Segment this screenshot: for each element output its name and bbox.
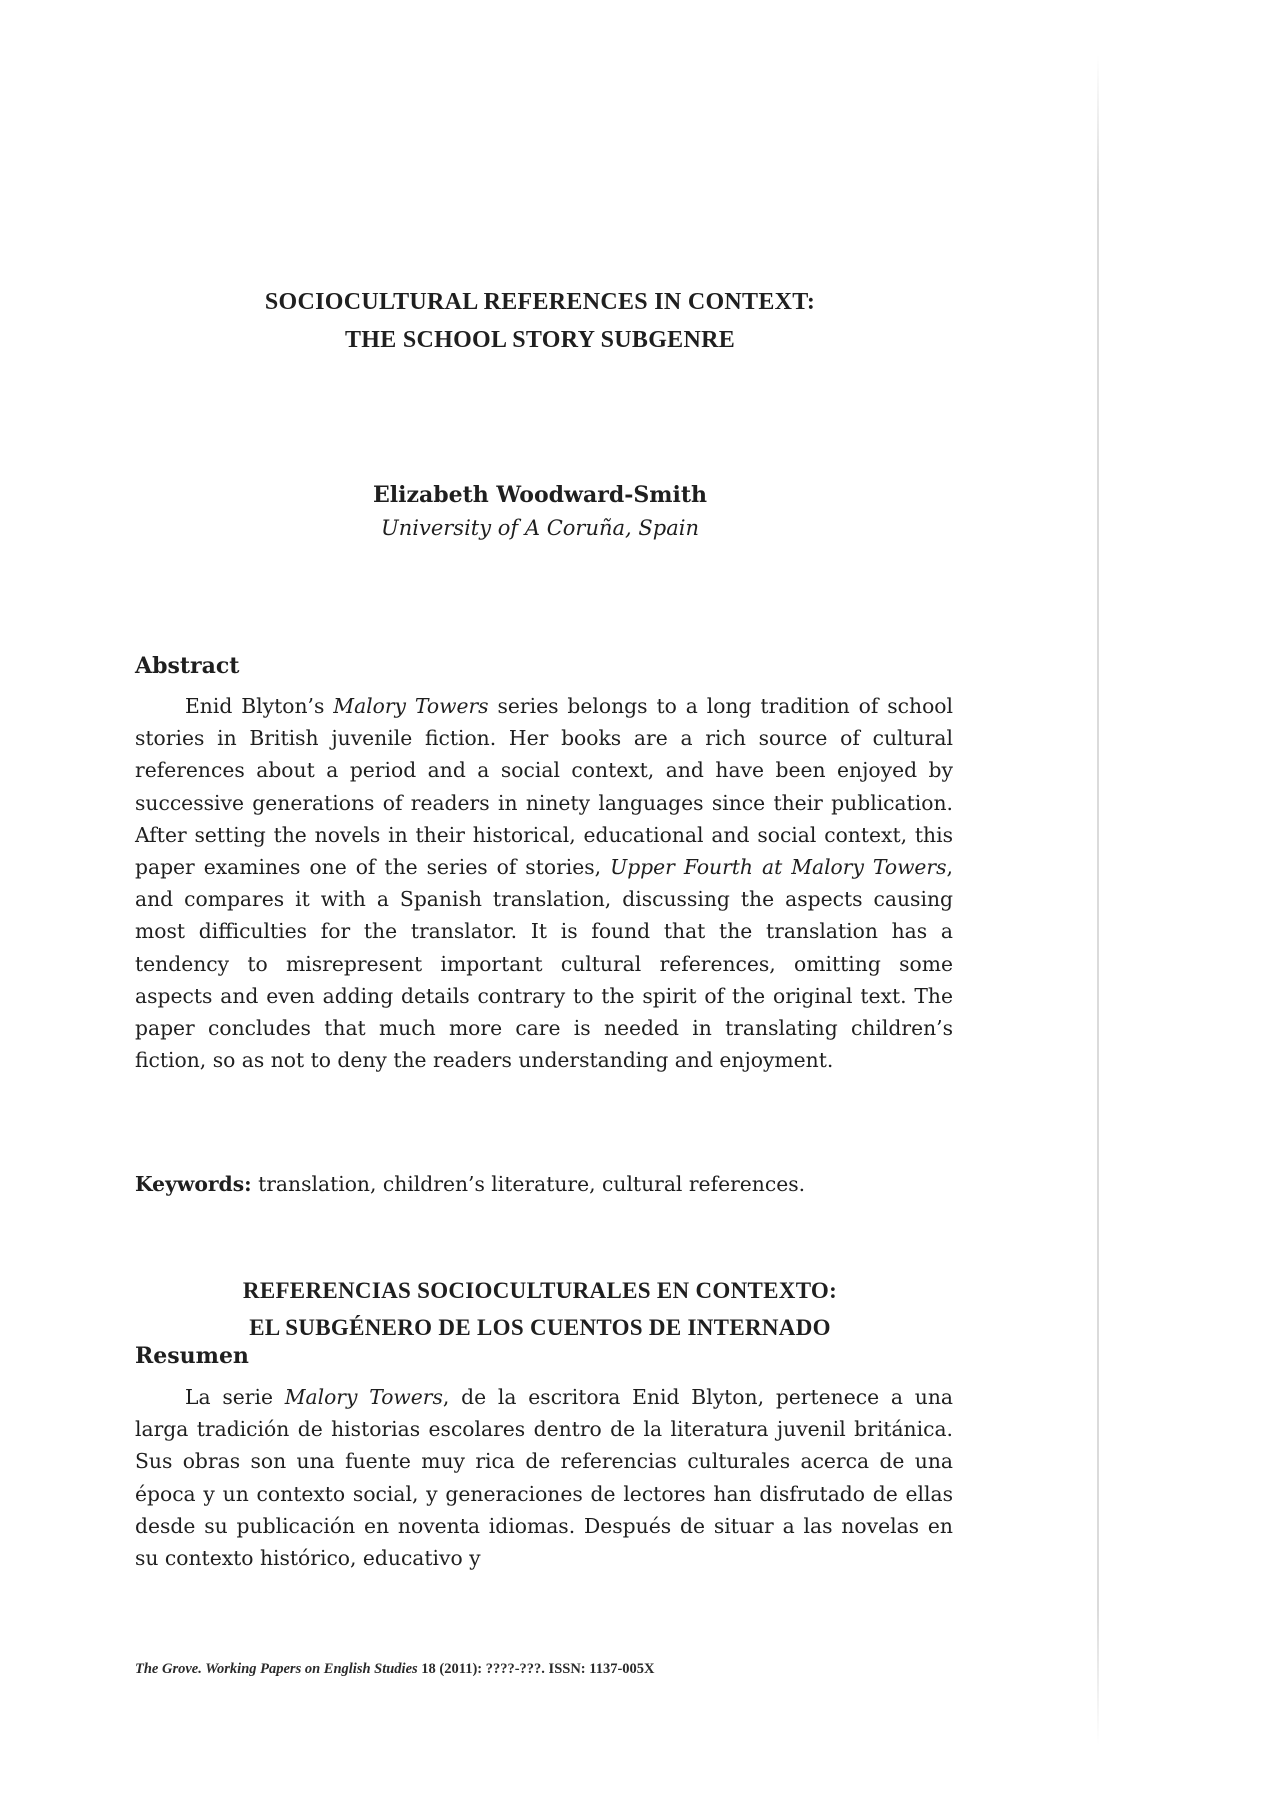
abstract-heading: Abstract [135, 653, 240, 679]
abstract-text-3: , and compares it with a Spanish translation, discussing the aspects causing most difficulties for the translator. It is found that the translation has a tendency to misrepresent important cultural references, omitting some aspects and even adding details contrary to the spirit of the original text. The paper concludes that much more care is needed in translating children’s fiction, so as not to deny the readers understanding and enjoyment. [135, 855, 953, 1073]
resumen-text-1: La serie [185, 1385, 285, 1409]
keywords-label: Keywords: [135, 1172, 252, 1196]
title-english-line-1: SOCIOCULTURAL REFERENCES IN CONTEXT: [264, 289, 816, 315]
resumen-body [135, 1381, 953, 1574]
footer-journal: The Grove. Working Papers on English Studies [135, 1661, 418, 1677]
abstract-paragraph [135, 690, 953, 1076]
title-spanish-line-1: REFERENCIAS SOCIOCULTURALES EN CONTEXTO: [242, 1278, 838, 1303]
resumen-heading: Resumen [135, 1343, 249, 1369]
paper-title-english [130, 283, 950, 359]
resumen-italic-title: Malory Towers [284, 1385, 443, 1409]
keywords-line [135, 1168, 953, 1200]
abstract-italic-title-1: Malory Towers [333, 694, 489, 718]
page-footer [135, 1661, 655, 1678]
abstract-text-2: series belongs to a long tradition of school stories in British juvenile fiction. Her books are a rich source of cultural references about a period and a social context, and have been enjoyed by successive generations of readers in ninety languages since their publication. After setting the novels in their historical, educational and social context, this paper examines one of the series of stories, [135, 694, 953, 880]
title-english-line-2: THE SCHOOL STORY SUBGENRE [344, 327, 736, 353]
keywords-text: translation, children’s literature, cultural references. [251, 1172, 806, 1196]
resumen-paragraph [135, 1381, 953, 1574]
abstract-italic-title-2: Upper Fourth at Malory Towers [610, 855, 947, 880]
page-gutter-line [1097, 55, 1099, 1745]
resumen-text-2: , de la escritora Enid Blyton, pertenece a una larga tradición de historias escolares dentro de la literatura juvenil británica. Sus obras son una fuente muy rica de referencias culturales acerca de una época y un contexto social, y generaciones de lectores han disfrutado de ellas desde su publicación en noventa idiomas. Después de situar a las novelas en su contexto histórico, educativo y [135, 1385, 953, 1571]
author-name: Elizabeth Woodward-Smith [372, 482, 708, 508]
author-affiliation: University of A Coruña, Spain [381, 516, 699, 540]
abstract-text-1: Enid Blyton’s [185, 694, 334, 718]
abstract-body [135, 690, 953, 1076]
author-block [130, 478, 950, 544]
paper-title-spanish [130, 1272, 950, 1346]
title-spanish-line-2: EL SUBGÉNERO DE LOS CUENTOS DE INTERNADO [249, 1315, 831, 1340]
footer-citation: 18 (2011): ????-???. ISSN: 1137-005X [417, 1661, 655, 1677]
